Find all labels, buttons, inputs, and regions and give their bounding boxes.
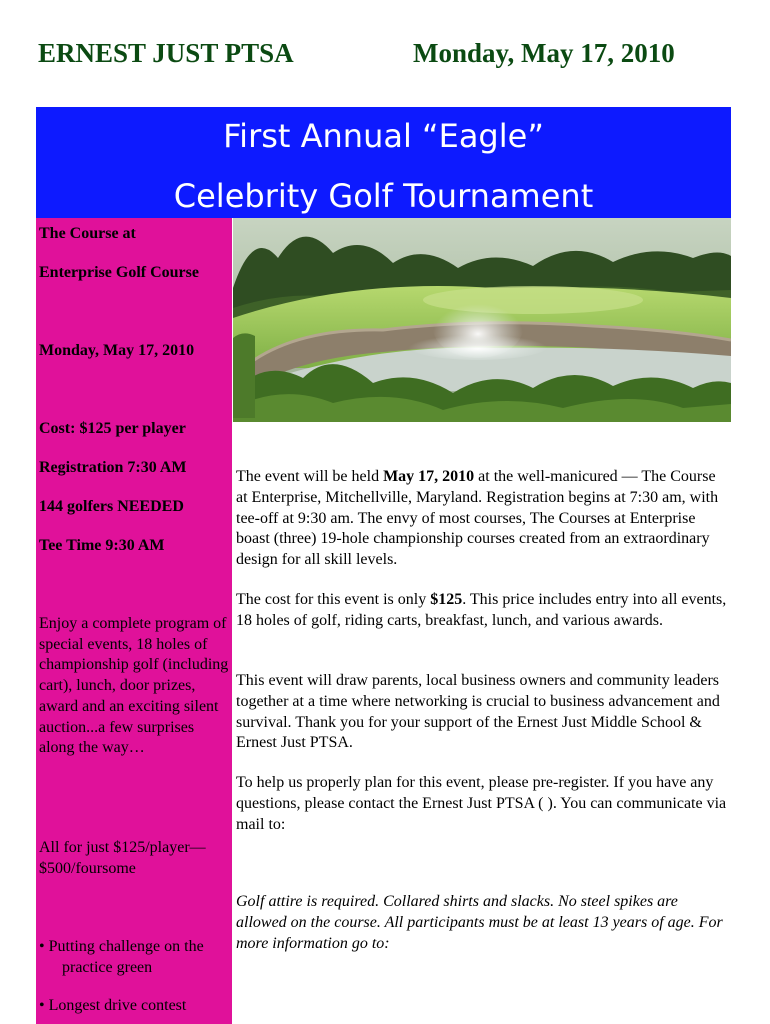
course-name-line-2: Enterprise Golf Course bbox=[39, 264, 199, 281]
course-name-line-1: The Course at bbox=[39, 225, 136, 242]
price-summary: All for just $125/player—$500/foursome bbox=[39, 839, 206, 877]
header-date: Monday, May 17, 2010 bbox=[413, 38, 675, 68]
bullet-longest-drive: • Longest drive contest bbox=[39, 997, 187, 1014]
bullet-putting-challenge-cont: practice green bbox=[62, 959, 153, 976]
tee-time: Tee Time 9:30 AM bbox=[39, 537, 165, 554]
cost-intro: The cost for this event is only bbox=[236, 591, 431, 608]
golf-course-fountain-photo bbox=[233, 218, 731, 422]
photo-illustration bbox=[233, 218, 731, 422]
event-date-bold: May 17, 2010 bbox=[383, 468, 475, 485]
title-line-2: Celebrity Golf Tournament bbox=[173, 177, 594, 215]
attire-paragraph: Golf attire is required. Collared shirts and slacks. No steel spikes are allowed on the course. All participants must be at least 13 years of age. For more information go to: bbox=[236, 893, 723, 952]
cost-paragraph bbox=[236, 590, 731, 632]
cost-price-bold: $125 bbox=[430, 591, 463, 608]
bullet-putting-challenge: • Putting challenge on the bbox=[39, 938, 204, 955]
networking-paragraph: This event will draw parents, local business owners and community leaders together at a time where networking is crucial to business advancement and survival. Thank you for your support of the Ernest Just Middle School & Ernest Just PTSA. bbox=[236, 672, 720, 752]
cost-details: . This price includes entry into all events, 18 holes of golf, riding carts, breakfast, lunch, and various awards. bbox=[236, 591, 727, 629]
registration-time: Registration 7:30 AM bbox=[39, 459, 187, 476]
event-details-rest: at the well-manicured — The Course at Enterprise, Mitchellville, Maryland. Registration begins at 7:30 am, with tee-off at 9:30 am. The envy of most courses, The Courses at Enterprise boast (three) 19-hole championship courses created from an extraordinary design for all skill levels. bbox=[236, 468, 719, 569]
title-line-1: First Annual “Eagle” bbox=[223, 117, 544, 155]
golfers-needed: 144 golfers NEEDED bbox=[39, 498, 184, 515]
register-paragraph: To help us properly plan for this event, please pre-register. If you have any questions, please contact the Ernest Just PTSA ( ). You can communicate via mail to: bbox=[236, 774, 727, 833]
title-banner bbox=[36, 107, 731, 218]
sidebar-date: Monday, May 17, 2010 bbox=[39, 342, 195, 359]
organization-name: ERNEST JUST PTSA bbox=[38, 38, 294, 68]
program-description: Enjoy a complete program of special events, 18 holes of championship golf (including cart), lunch, door prizes, award and an exciting silent auction...a few surprises along the way… bbox=[39, 615, 229, 757]
sidebar bbox=[36, 218, 232, 1024]
event-details-paragraph bbox=[236, 467, 731, 571]
event-details-intro: The event will be held bbox=[236, 468, 384, 485]
cost-info: Cost: $125 per player bbox=[39, 420, 186, 437]
